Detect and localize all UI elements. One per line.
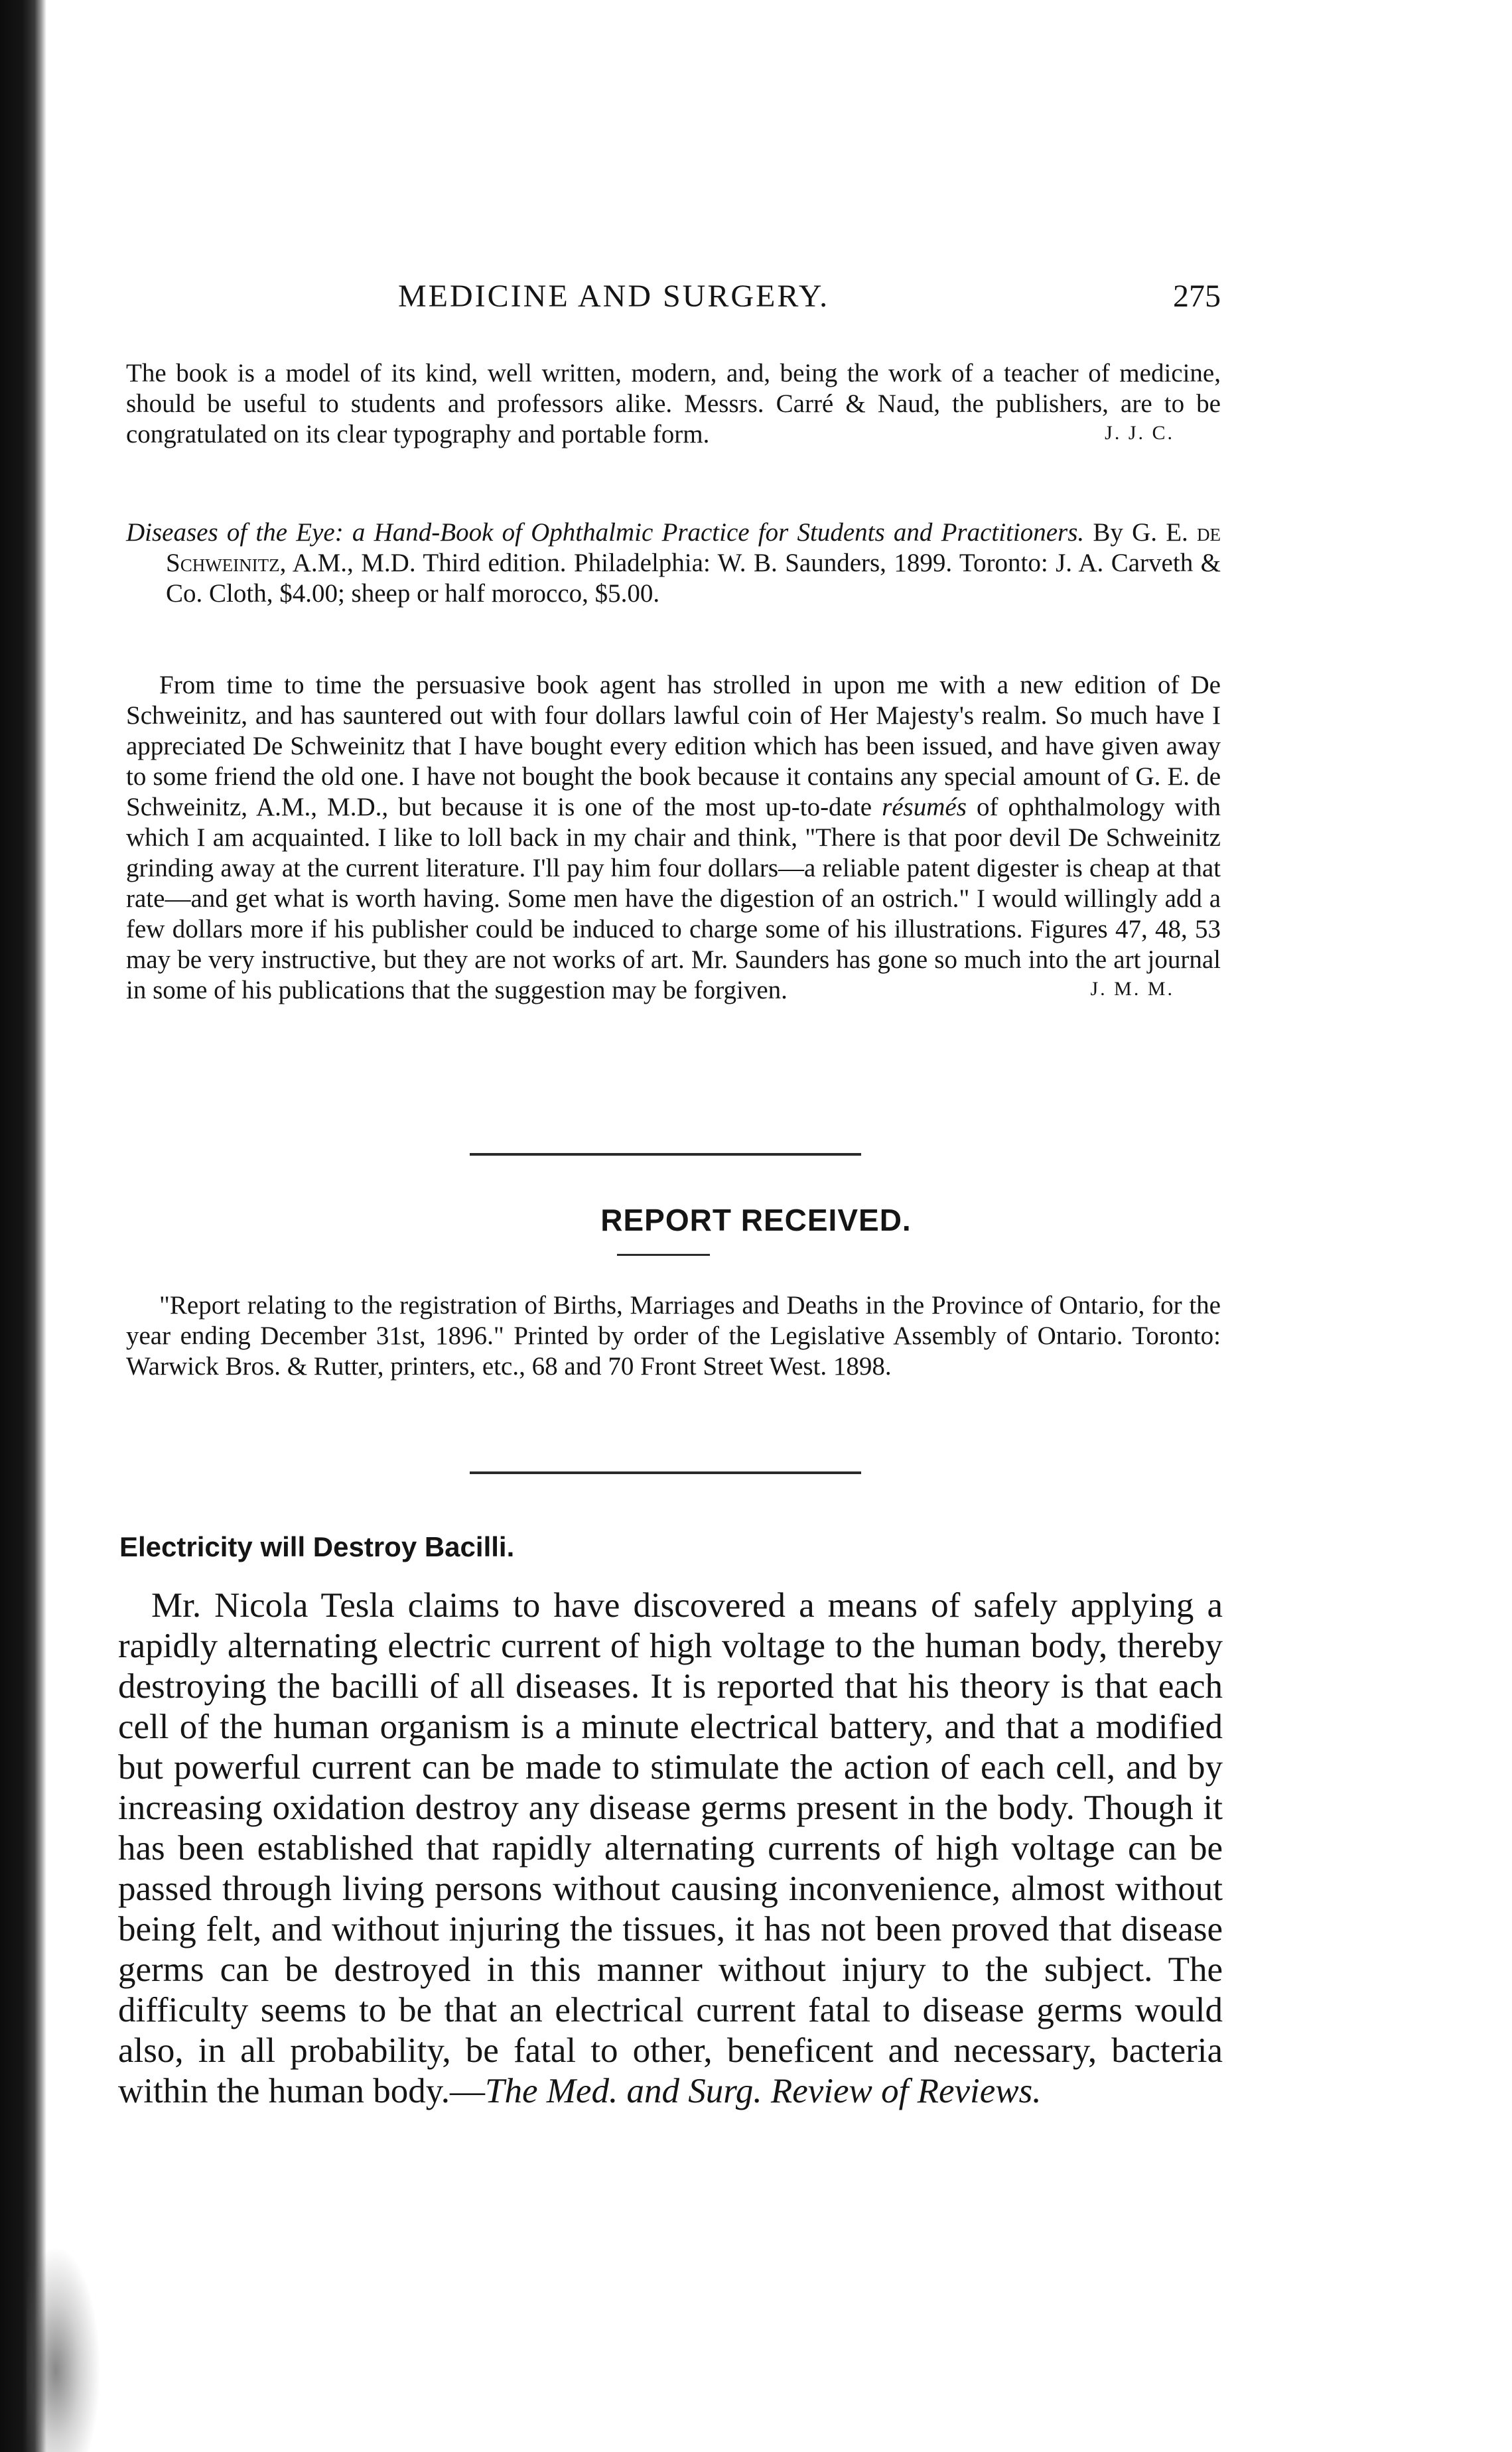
running-title: MEDICINE AND SURGERY. [398,279,830,314]
report-entry [126,1290,1221,1382]
article-heading: Electricity will Destroy Bacilli. [119,1531,515,1562]
heading-underline [617,1254,710,1256]
report-body: "Report relating to the registration of Births, Marriages and Deaths in the Province of Ontario, for the year ending December 31st, 1896." Printed by order of the Legislative Assembly of Ontario. Toronto: Warwick Bros. & Rutter, printers, etc., 68 and 70 Front Street West. 1898. [126,1291,1221,1381]
article-source: The Med. and Surg. Review of Reviews. [485,2072,1042,2110]
section-divider-2 [470,1471,861,1474]
review-two-signature: J. M. M. [1090,978,1174,1000]
page-header [398,273,1221,320]
review-one-signature: J. J. C. [1105,422,1174,444]
section-divider [470,1153,861,1156]
article-body [118,1586,1223,2112]
review-two-body-after: of ophthalmology with which I am acquainted. I like to loll back in my chair and think, "There is that poor devil De Schweinitz grinding away at the current literature. I'll pay him four dollars—a reliable patent digester is cheap at that rate—and get what is worth having. Some men have the digestion of an ostrich." I would willingly add a few dollars more if his publisher could be induced to charge some of his illustrations. Figures 47, 48, 53 may be very instructive, but they are not works of art. Mr. Saunders has gone so much into the art journal in some of his publications that the suggestion may be forgiven. [126,793,1221,1004]
review-one [126,358,1221,450]
book-citation [126,517,1221,609]
review-two-body [126,670,1221,1006]
citation-title: Diseases of the Eye: a Hand-Book of Ophthalmic Practice for Students and Practitioners. [126,518,1085,547]
scan-speckle [27,2249,100,2452]
review-two-body-before: From time to time the persuasive book agent has strolled in upon me with a new edition of De Schweinitz, and has sauntered out with four dollars lawful coin of Her Majesty's realm. So much have I appreciated De Schweinitz that I have bought every edition which has been issued, and have given away to some friend the old one. I have not bought the book because it contains any special amount of G. E. de Schweinitz, A.M., M.D., but because it is one of the most up-to-date [126,671,1221,821]
review-one-body: The book is a model of its kind, well written, modern, and, being the work of a teacher of medicine, should be useful to students and professors alike. Messrs. Carré & Naud, the publishers, are to be congratulated on its clear typography and portable form. [126,359,1221,448]
review-two-resumes: résumés [882,793,967,821]
citation-details: , A.M., M.D. Third edition. Philadelphia: W. B. Saunders, 1899. Toronto: J. A. Carveth & Co. Cloth, $4.00; sheep or half morocco, $5.00. [166,549,1221,608]
article-text: Mr. Nicola Tesla claims to have discovered a means of safely applying a rapidly alternating electric current of high voltage to the human body, thereby destroying the bacilli of all diseases. It is reported that his theory is that each cell of the human organism is a minute electrical battery, and that a modified but powerful current can be made to stimulate the action of each cell, and by increasing oxidation destroy any disease germs present in the body. Though it has been established that rapidly alternating currents of high voltage can be passed through living persons without causing inconvenience, almost without being felt, and without injuring the tissues, it has not been proved that disease germs can be destroyed in this manner without injury to the subject. The difficulty seems to be that an electrical current fatal to disease germs would also, in all probability, be fatal to other, beneficent and necessary, bacteria within the human body.— [118,1586,1223,2110]
citation-by: By G. E. [1093,518,1188,547]
report-heading: REPORT RECEIVED. [600,1203,912,1237]
page-number: 275 [1173,279,1221,314]
citation-author: de Schweinitz [166,518,1221,577]
review-two [126,670,1221,1006]
